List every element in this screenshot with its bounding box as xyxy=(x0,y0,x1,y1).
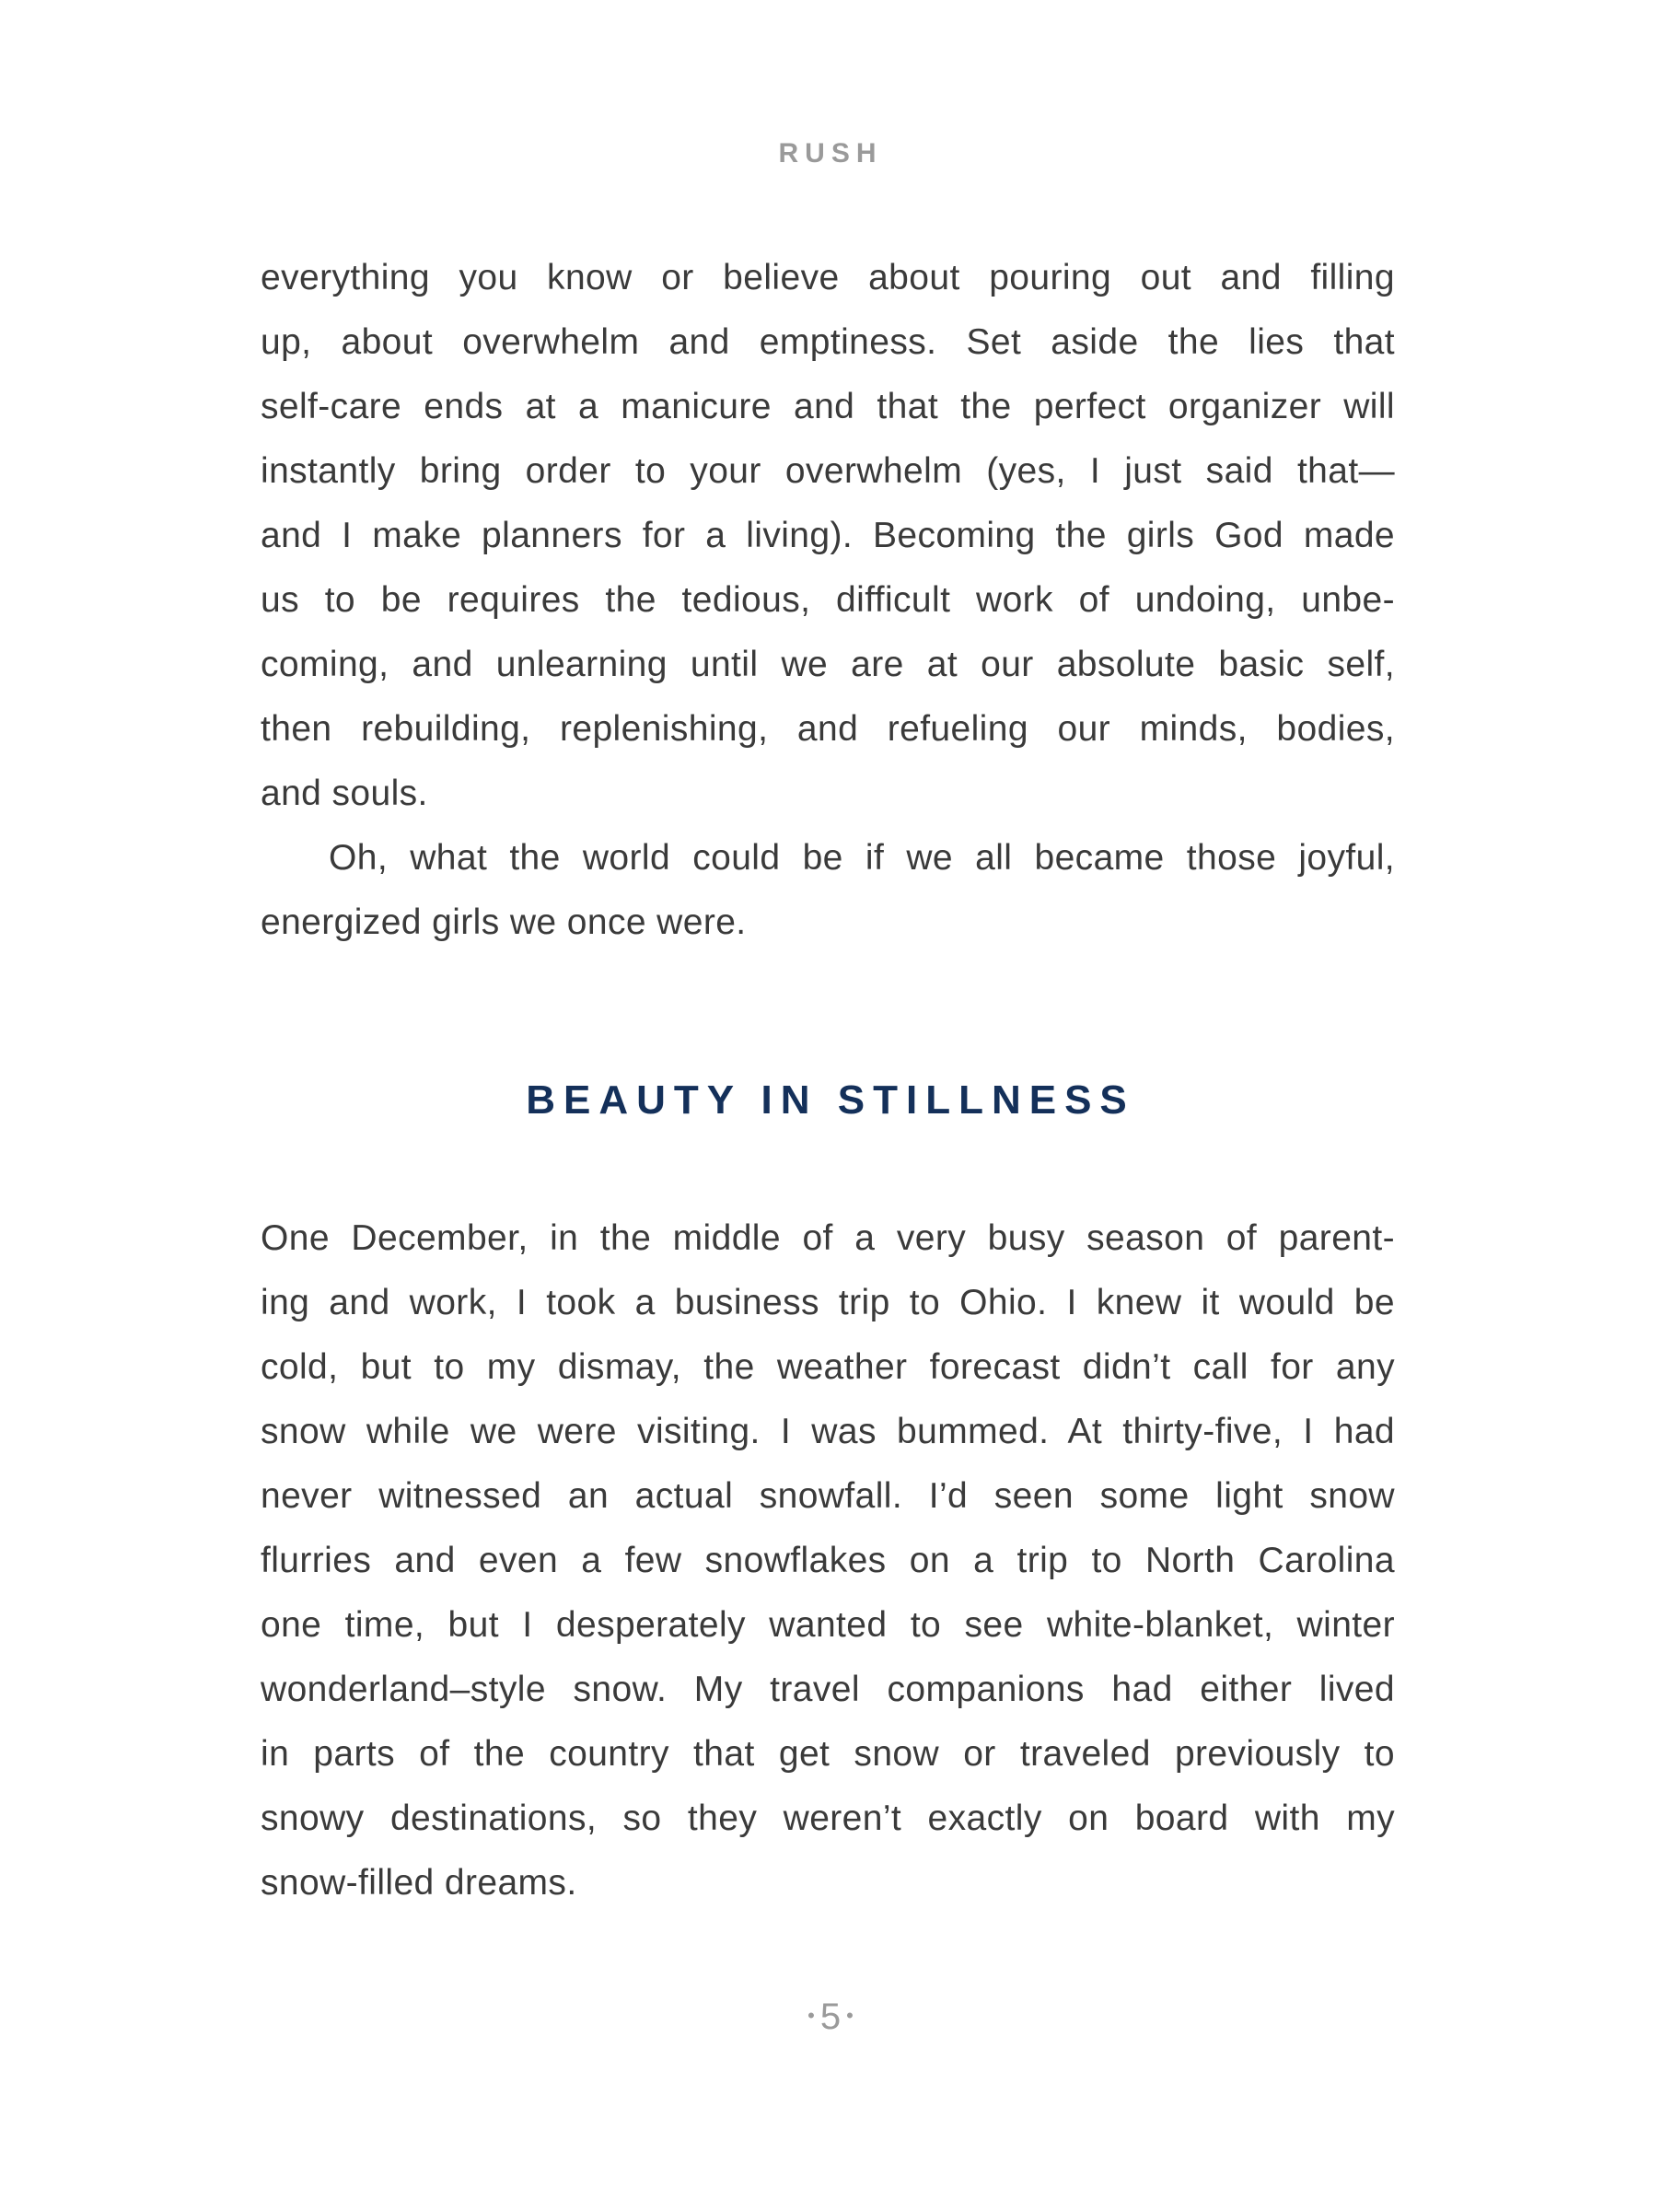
folio-dot-left: • xyxy=(807,2004,815,2028)
body-text-after-heading xyxy=(261,1206,1395,1915)
text-line: Oh, what the world could be if we all became those joyful, xyxy=(329,838,1395,878)
text-line: and souls. xyxy=(261,774,428,813)
text-line: and I make planners for a living). Becoming the girls God made xyxy=(261,516,1395,555)
paragraph xyxy=(261,826,1395,955)
paragraph xyxy=(261,1206,1395,1915)
running-head: RUSH xyxy=(778,138,883,169)
text-line: snow while we were visiting. I was bummed. At thirty-five, I had xyxy=(261,1412,1395,1451)
paragraph xyxy=(261,246,1395,826)
folio-dot-right: • xyxy=(846,2004,854,2028)
text-line: one time, but I desperately wanted to see white-blanket, winter xyxy=(261,1605,1395,1645)
text-line: self-care ends at a manicure and that the perfect organizer will xyxy=(261,387,1395,426)
text-line: instantly bring order to your overwhelm (yes, I just said that— xyxy=(261,451,1395,491)
text-line: then rebuilding, replenishing, and refueling our minds, bodies, xyxy=(261,709,1395,749)
text-line: everything you know or believe about pouring out and filling xyxy=(261,258,1395,297)
section-heading: BEAUTY IN STILLNESS xyxy=(526,1077,1135,1123)
text-line: in parts of the country that get snow or traveled previously to xyxy=(261,1734,1395,1774)
text-line: One December, in the middle of a very busy season of parent- xyxy=(261,1218,1395,1258)
text-line: ing and work, I took a business trip to Ohio. I knew it would be xyxy=(261,1283,1395,1322)
text-line: flurries and even a few snowflakes on a trip to North Carolina xyxy=(261,1541,1395,1580)
text-line: snowy destinations, so they weren’t exactly on board with my xyxy=(261,1799,1395,1838)
text-line: cold, but to my dismay, the weather forecast didn’t call for any xyxy=(261,1347,1395,1387)
text-line: energized girls we once were. xyxy=(261,902,747,942)
text-line: never witnessed an actual snowfall. I’d seen some light snow xyxy=(261,1476,1395,1516)
page-number-footer xyxy=(0,1997,1661,2038)
text-line: coming, and unlearning until we are at our absolute basic self, xyxy=(261,645,1395,684)
text-line: us to be requires the tedious, difficult work of undoing, unbe- xyxy=(261,580,1395,620)
text-line: up, about overwhelm and emptiness. Set aside the lies that xyxy=(261,322,1395,362)
body-text-before-heading xyxy=(261,246,1395,955)
text-line: wonderland–style snow. My travel companions had either lived xyxy=(261,1670,1395,1709)
text-line: snow-filled dreams. xyxy=(261,1863,577,1903)
page-number: 5 xyxy=(819,1997,842,2037)
